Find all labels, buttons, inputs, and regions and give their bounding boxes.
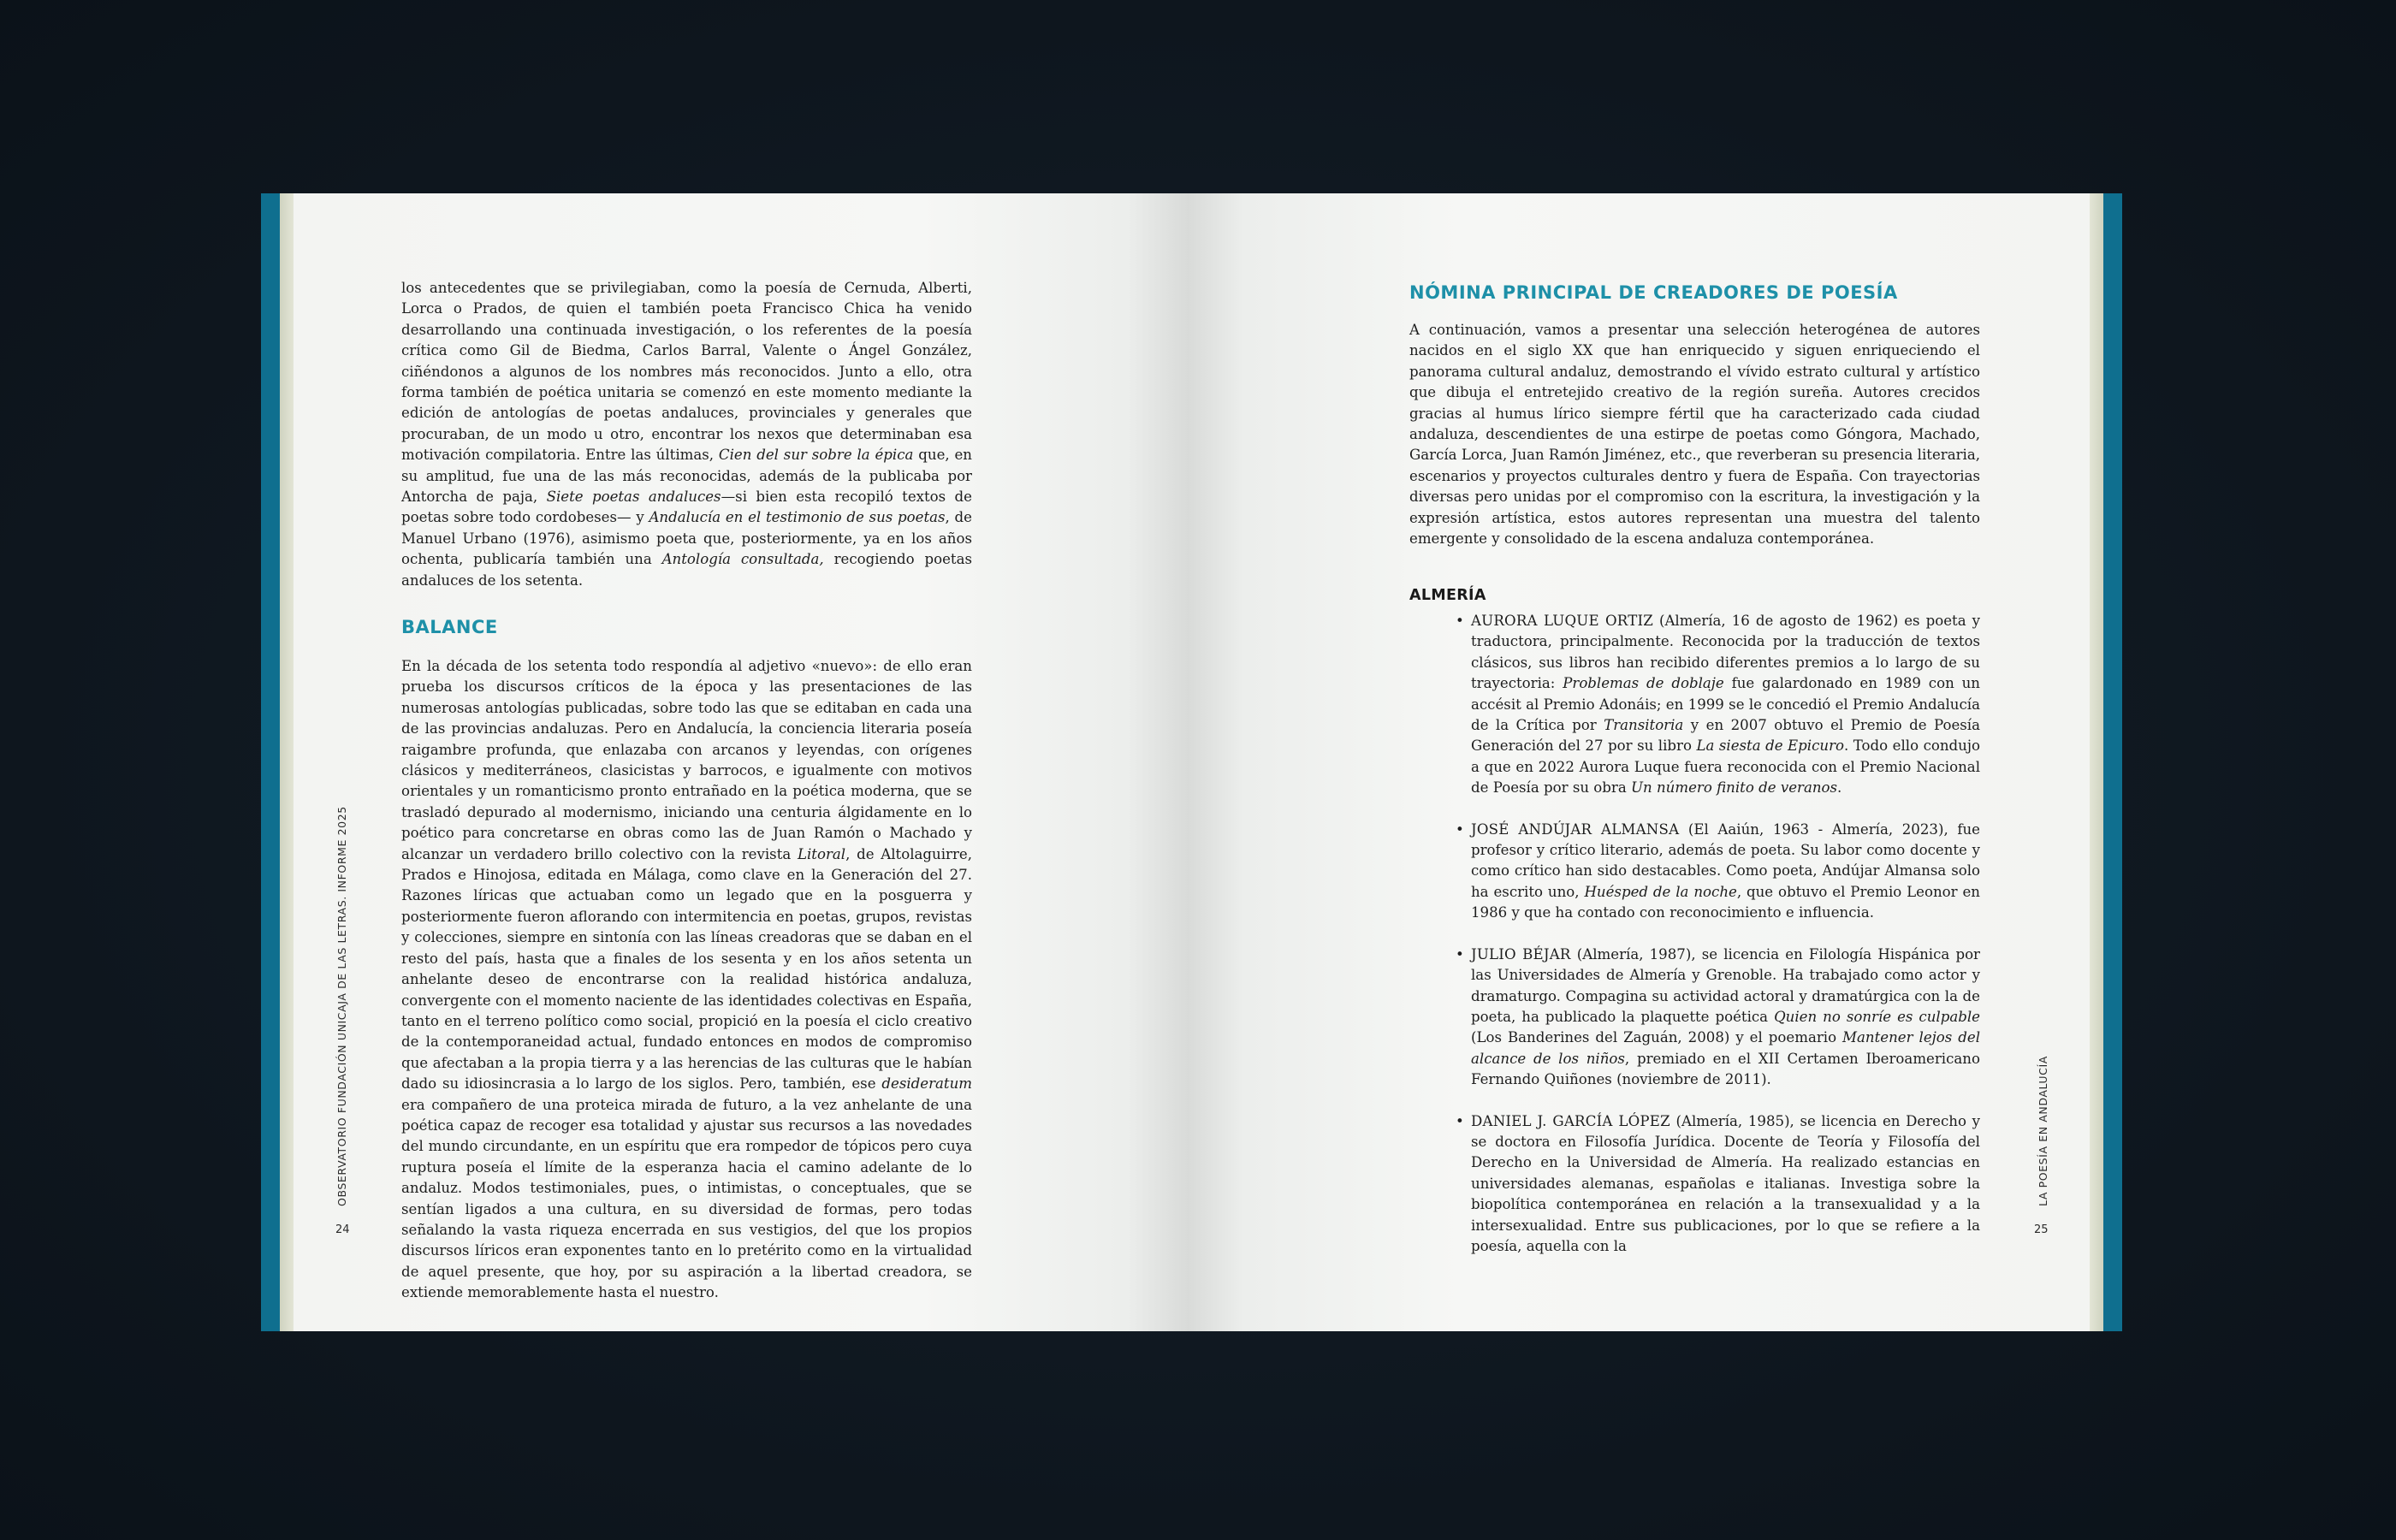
text-run: , premiado en el XII Certamen Iberoamericano Fernando Quiñones (noviembre de 2011). xyxy=(1471,1050,1980,1088)
author-entry-daniel-garcia xyxy=(1456,1111,1980,1258)
text-run: . Todo ello condujo a que en 2022 Aurora Luque fuera reconocida con el Premio Nacional de Poesía por su obra xyxy=(1471,737,1980,797)
text-run: , de Altolaguirre, Prados e Hinojosa, editada en Málaga, como clave en la Generación del 27. Razones líricas que actuaban como un legado que en la posguerra y posteriormente fueron aflorando con intermitencia en poetas, grupos, revistas y colecciones, siempre en sintonía con las líneas creadoras que se daban en el resto del país, hasta que a finales de los sesenta y en los años setenta un anhelante deseo de encontrarse con la realidad histórica andaluza, convergente con el momento naciente de las identidades colectivas en España, tanto en el terreno político como social, propició en la poesía el ciclo creativo de la contemporaneidad actual, fundado entonces en modos de compromiso que afectaban a la propia tierra y a las herencias de las culturas que le habían dado su idiosincrasia a lo largo de los siglos. Pero, también, ese xyxy=(401,845,972,1093)
text-run: , de Manuel Urbano (1976), asimismo poeta que, posteriormente, ya en los años ochenta, publicaría también una xyxy=(401,509,972,568)
italic-title: Siete poetas andaluces xyxy=(546,489,721,506)
author-name: AURORA LUQUE ORTIZ xyxy=(1471,613,1653,629)
left-page xyxy=(294,193,1189,1331)
text-run: (Almería, 1987), se licencia en Filología Hispánica por las Universidades de Almería y Grenoble. Ha trabajado como actor y dramaturgo. Compagina su actividad actoral y dramatúrgica con la de poeta, ha publicado la plaquette poética xyxy=(1471,945,1980,1025)
italic-title: Un número finito de veranos xyxy=(1631,779,1838,797)
book-cover-right xyxy=(2103,193,2122,1331)
italic-title: Litoral xyxy=(797,845,846,862)
left-intro-paragraph xyxy=(401,278,972,591)
italic-title: Huésped de la noche xyxy=(1584,883,1737,900)
italic-title: La siesta de Epicuro xyxy=(1696,737,1844,755)
nomina-heading: NÓMINA PRINCIPAL DE CREADORES DE POESÍA xyxy=(1409,282,1898,303)
text-run: . xyxy=(1837,779,1842,797)
bullet-icon: • xyxy=(1456,820,1464,838)
left-running-head: OBSERVATORIO FUNDACIÓN UNICAJA DE LAS LETRAS. INFORME 2025 xyxy=(335,806,348,1206)
right-page xyxy=(1189,193,2090,1331)
bullet-icon: • xyxy=(1456,945,1464,962)
text-run: que, en su amplitud, fue una de las más reconocidas, además de la publicaba por Antorcha de paja, xyxy=(401,447,972,506)
page-edges-right xyxy=(2090,193,2103,1331)
italic-title: desideratum xyxy=(881,1075,972,1093)
text-run: —si bien esta recopiló textos de poetas sobre todo cordobeses— y xyxy=(401,489,972,526)
italic-title: Problemas de doblaje xyxy=(1563,675,1724,692)
right-running-head: LA POESÍA EN ANDALUCÍA xyxy=(2037,1056,2049,1206)
text-run: los antecedentes que se privilegiaban, como la poesía de Cernuda, Alberti, Lorca o Prados, de quien el también poeta Francisco Chica ha venido desarrollando una continuada investigación, o los referentes de la poesía crítica como Gil de Biedma, Carlos Barral, Valente o Ángel González, ciñéndonos a algunos de los nombres más reconocidos. Junto a ello, otra forma también de poética unitaria se comenzó en este momento mediante la edición de antologías de poetas andaluces, provinciales y generales que procuraban, de un modo u otro, encontrar los nexos que determinaban esa motivación compilatoria. Entre las últimas, xyxy=(401,280,972,464)
italic-title: Mantener lejos del alcance de los niños xyxy=(1471,1029,1981,1067)
author-entry-jose-andujar xyxy=(1456,820,1980,924)
text-run: (Los Banderines del Zaguán, 2008) y el poemario xyxy=(1471,1029,1843,1046)
left-page-number: 24 xyxy=(335,1223,350,1236)
italic-title: Antología consultada, xyxy=(661,551,824,568)
text-run: fue galardonado en 1989 con un accésit al Premio Adonáis; en 1999 se le concedió el Premio Andalucía de la Crítica por xyxy=(1471,675,1980,734)
balance-paragraph xyxy=(401,656,972,1304)
italic-title: Cien del sur sobre la épica xyxy=(718,447,914,464)
author-name: JULIO BÉJAR xyxy=(1471,945,1571,962)
author-entry-aurora-luque xyxy=(1456,611,1980,799)
text-run: En la década de los setenta todo respondía al adjetivo «nuevo»: de ello eran prueba los discursos críticos de la época y las presentaciones de las numerosas antologías publicadas, sobre todo las que se editaban en cada una de las provincias andaluzas. Pero en Andalucía, la conciencia literaria poseía raigambre profunda, que enlazaba con arcanos y leyendas, con orígenes clásicos y mediterráneos, clasicistas y barrocos, e igualmente con motivos orientales y un romanticismo pronto entrañado en la poética moderna, que se trasladó depurado al modernismo, iniciando una centuria álgidamente en lo poético para concretarse en obras como las de Juan Ramón o Machado y alcanzar un verdadero brillo colectivo con la revista xyxy=(401,658,972,862)
italic-title: Andalucía en el testimonio de sus poetas xyxy=(649,509,946,526)
author-entry-julio-bejar xyxy=(1456,945,1981,1091)
author-name: DANIEL J. GARCÍA LÓPEZ xyxy=(1471,1112,1670,1129)
nomina-intro-paragraph: A continuación, vamos a presentar una selección heterogénea de autores nacidos en el siglo XX que han enriquecido y siguen enriqueciendo el panorama cultural andaluz, demostrando el vívido estrato cultural y artístico que dibuja el entretejido creativo de la región sureña. Autores crecidos gracias al humus lírico siempre fértil que ha caracterizado cada ciudad andaluza, descendientes de una estirpe de poetas como Góngora, Machado, García Lorca, Juan Ramón Jiménez, etc., que reverberan su presencia literaria, escenarios y proyectos culturales dentro y fuera de España. Con trayectorias diversas pero unidas por el compromiso con la escritura, la investigación y la expresión artística, estos autores representan una muestra del talento emergente y consolidado de la escena andaluza contemporánea. xyxy=(1409,322,1980,548)
right-page-number: 25 xyxy=(2034,1223,2049,1236)
author-entry-text xyxy=(1471,613,1980,796)
author-list xyxy=(1456,611,1981,1277)
bullet-icon: • xyxy=(1456,613,1464,629)
italic-title: Transitoria xyxy=(1604,717,1684,734)
bullet-icon: • xyxy=(1456,1112,1464,1129)
text-run: y en 2007 obtuvo el Premio de Poesía Generación del 27 por su libro xyxy=(1471,717,1980,755)
almeria-subheading: ALMERÍA xyxy=(1409,587,1486,604)
book-cover-left xyxy=(261,193,280,1331)
author-entry-text xyxy=(1471,946,1980,1087)
text-run: era compañero de una proteica mirada de futuro, a la vez anhelante de una poética capaz de recoger esa totalidad y ajustar sus recursos a las novedades del mundo circundante, en un espíritu que era rompedor de tópicos pero cuya ruptura poseía el límite de la esperanza hacia el camino adelante de lo andaluz. Modos testimoniales, pues, o intimistas, o conceptuales, que se sentían ligados a una cultura, en su diversidad de formas, pero todas señalando la vasta riqueza encerrada en sus vestigios, del que los propios discursos líricos eran exponentes tanto en lo pretérito como en la virtualidad de aquel presente, que hoy, por su aspiración a la libertad creadora, se extiende memorablemente hasta el nuestro. xyxy=(401,1096,972,1301)
page-edges-left xyxy=(280,193,294,1331)
author-entry-text xyxy=(1471,1113,1980,1254)
text-run: recogiendo poetas andaluces de los setenta. xyxy=(401,551,973,589)
italic-title: Quien no sonríe es culpable xyxy=(1774,1008,1980,1025)
text-run: , que obtuvo el Premio Leonor en 1986 y que ha contado con reconocimiento e influencia. xyxy=(1471,883,1980,921)
text-run: (Almería, 16 de agosto de 1962) es poeta y traductora, principalmente. Reconocida por la traducción de textos clásicos, sus libros han recibido diferentes premios a lo largo de su trayectoria: xyxy=(1471,613,1980,692)
author-name: JOSÉ ANDÚJAR ALMANSA xyxy=(1471,820,1680,838)
balance-heading: BALANCE xyxy=(401,617,498,637)
author-entry-text xyxy=(1471,821,1980,921)
text-run: (El Aaiún, 1963 - Almería, 2023), fue profesor y crítico literario, además de poeta. Su labor como docente y como crítico han sido destacables. Como poeta, Andújar Almansa solo ha escrito uno, xyxy=(1471,820,1980,900)
text-run: (Almería, 1985), se licencia en Derecho y se doctora en Filosofía Jurídica. Docente de Teoría y Filosofía del Derecho en la Universidad de Almería. Ha realizado estancias en universidades alemanas, españolas e italianas. Investiga sobre la biopolítica contemporánea en relación a la transexualidad y a la intersexualidad. Entre sus publicaciones, por lo que se refiere a la poesía, aquella con la xyxy=(1471,1112,1980,1254)
